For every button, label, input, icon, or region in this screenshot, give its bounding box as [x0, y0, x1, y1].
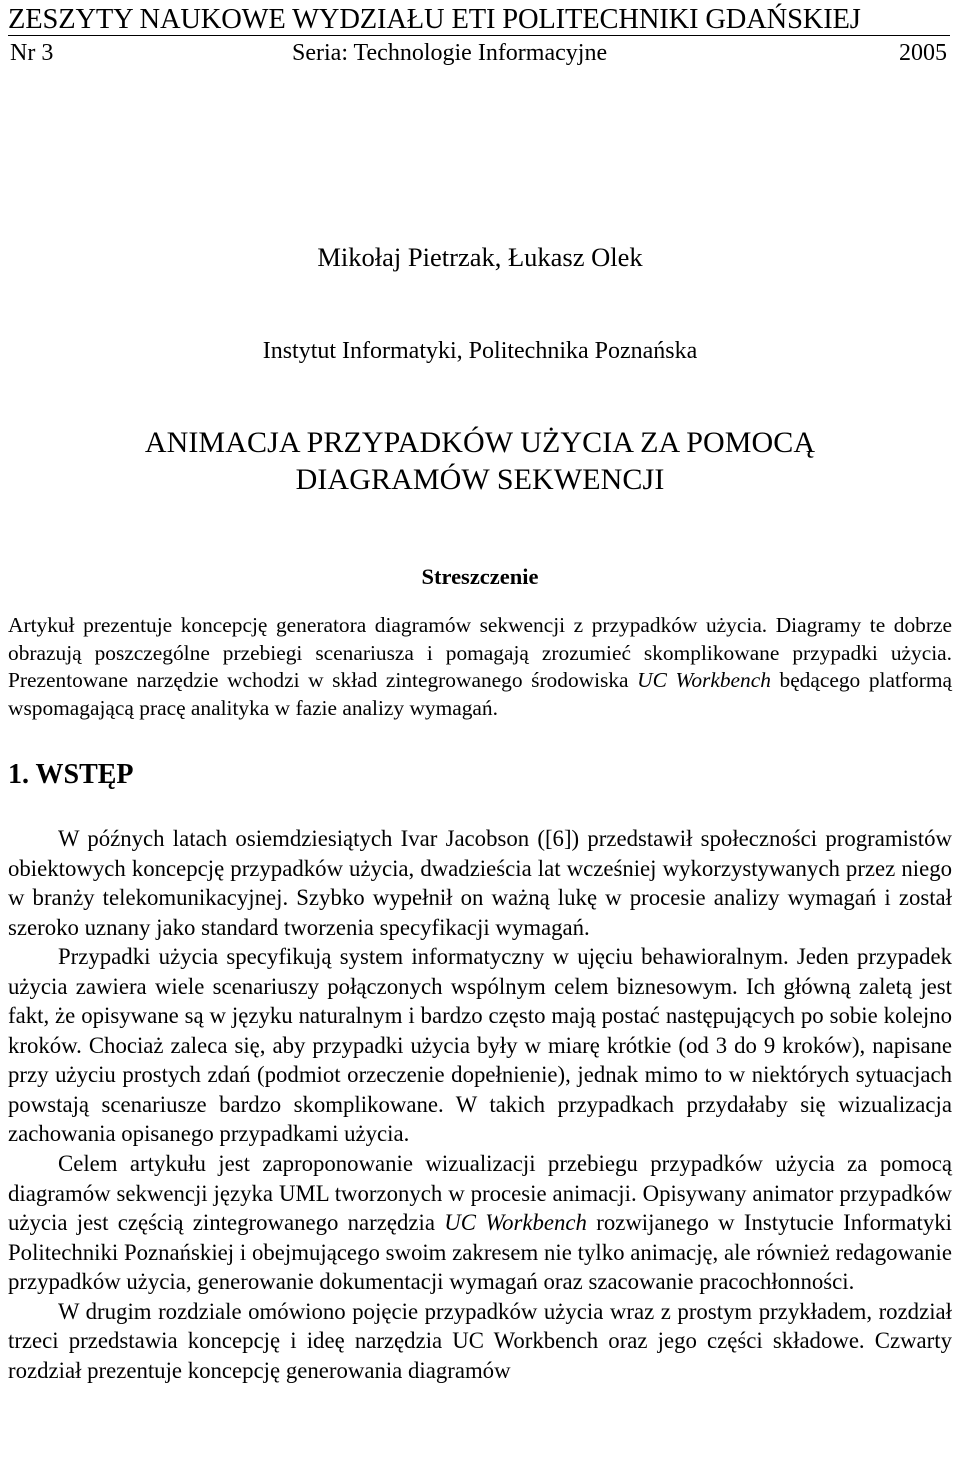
issue-number: Nr 3 — [10, 40, 54, 66]
article-title-line-2: DIAGRAMÓW SEKWENCJI — [295, 463, 665, 496]
abstract-text — [8, 612, 952, 722]
section-heading-wstep: 1. WSTĘP — [8, 759, 134, 790]
article-title-line-1: ANIMACJA PRZYPADKÓW UŻYCIA ZA POMOCĄ — [144, 426, 816, 459]
abstract-text-part-1: Artykuł prezentuje koncepcję generatora diagramów sekwencji z przypadków użycia. Diagramy te dobrze obrazują poszczególne przebiegi scenariusza i pomagają zrozumieć skomplikowane przypadki użycia. Prezentowane narzędzie wchodzi w skład zintegrowanego środowiska — [8, 613, 952, 692]
abstract-text-part-2: będącego platformą wspomagającą pracę analityka w fazie analizy wymagań. — [8, 668, 952, 720]
journal-title: ZESZYTY NAUKOWE WYDZIAŁU ETI POLITECHNIKI GDAŃSKIEJ — [8, 4, 861, 35]
paragraph-3-part-1: Celem artykułu jest zaproponowanie wizualizacji przebiegu przypadków użycia za pomocą diagramów sekwencji języka UML tworzonych w procesie animacji. Opisywany animator przypadków użycia jest częścią zintegrowanego narzędzia — [8, 1151, 952, 1236]
paragraph-2: Przypadki użycia specyfikują system informatyczny w ujęciu behawioralnym. Jeden przypadek użycia zawiera wiele scenariuszy połączonych wspólnym celem biznesowym. Ich główną zaletą jest fakt, że opisywane są w języku naturalnym i bardzo często mają postać następujących po sobie kolejno kroków. Chociaż zaleca się, aby przypadki użycia były w miarę krótkie (od 3 do 9 kroków), napisane przy użyciu prostych zdań (podmiot orzeczenie dopełnienie), jednak mimo to w niektórych sytuacjach powstają scenariusze bardzo skomplikowane. W takich przypadkach przydałaby się wizualizacja zachowania opisanego przypadkami użycia. — [8, 944, 952, 1147]
abstract-heading: Streszczenie — [421, 564, 539, 589]
article-authors: Mikołaj Pietrzak, Łukasz Olek — [317, 242, 643, 272]
header-rule — [8, 35, 950, 36]
paragraph-4: W drugim rozdziale omówiono pojęcie przypadków użycia wraz z prostym przykładem, rozdział trzeci przedstawia koncepcję i ideę narzędzia UC Workbench oraz jego części składowe. Czwarty rozdział prezentuje koncepcję generowania diagramów — [8, 1298, 952, 1383]
publication-year: 2005 — [899, 40, 947, 66]
series-name: Seria: Technologie Informacyjne — [292, 40, 608, 66]
paragraph-1: W późnych latach osiemdziesiątych Ivar Jacobson ([6]) przedstawił społeczności programistów obiektowych koncepcję przypadków użycia, dwadzieścia lat wcześniej wykorzystywanych przez niego w branży telekomunikacyjnej. Szybko wypełnił on ważną lukę w procesie analizy wymagań i został szeroko uznany jako standard tworzenia specyfikacji wymagań. — [8, 826, 952, 940]
article-affiliation: Instytut Informatyki, Politechnika Poznańska — [262, 338, 698, 364]
paragraph-3-tool-name: UC Workbench — [444, 1210, 587, 1236]
paragraph-3-part-2: rozwijanego w Instytucie Informatyki Politechniki Poznańskiej i obejmującego swoim zakresem nie tylko animację, ale również redagowanie przypadków użycia, generowanie dokumentacji wymagań oraz szacowanie pracochłonności. — [8, 1210, 952, 1295]
abstract-tool-name: UC Workbench — [637, 668, 771, 692]
paragraph-3 — [8, 1149, 952, 1297]
section-body — [8, 824, 952, 1385]
